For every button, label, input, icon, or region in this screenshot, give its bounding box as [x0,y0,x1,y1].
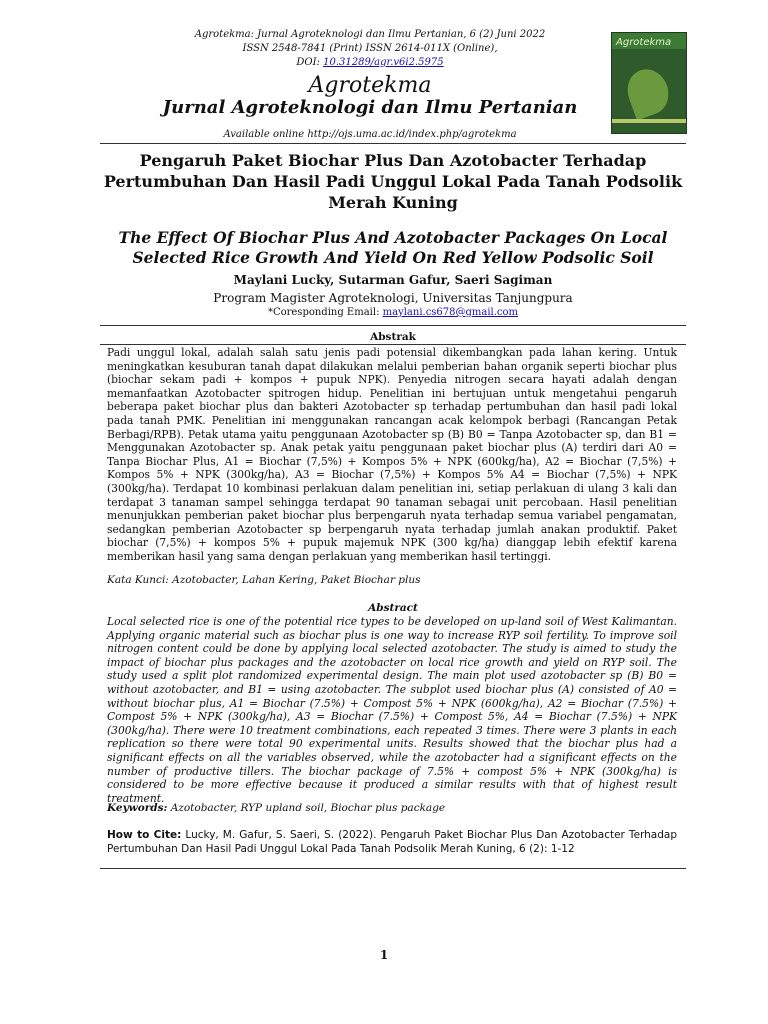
email-link[interactable]: maylani.cs678@gmail.com [382,307,519,318]
authors: Maylani Lucky, Sutarman Gafur, Saeri Sagiman [233,273,553,287]
doi-label: DOI: [296,57,324,68]
doi-line [100,56,640,69]
abstract-id-text: Padi unggul lokal, adalah salah satu jenis padi potensial dikembangkan pada lahan kering. Untuk meningkatkan kesuburan tanah dapat dilakukan melalui pemberian bahan organik seperti biochar plus (biochar sekam padi + kompos + pupuk NPK). Penyedia nitrogen secara hayati adalah dengan memanfaatkan Azotobacter spitrogen hidup. Penelitian ini bertujuan untuk mengetahui pengaruh beberapa paket biochar plus dan bakteri Azotobacter sp terhadap pertumbuhan dan hasil padi lokal pada tanah PMK. Penelitian ini menggunakan rancangan acak kelompok berbagi (Rancangan Petak Berbagi/RPB). Petak utama yaitu penggunaan Azotobacter sp (B) B0 = Tanpa Azotobacter sp, dan B1 = Menggunakan Azotobacter sp. Anak petak yaitu penggunaan paket biochar plus (A) terdiri dari A0 = Tanpa Biochar Plus, A1 = Biochar (7,5%) + Kompos 5% + NPK (600kg/ha), A2 = Biochar (7,5%) + Kompos 5% + NPK (300kg/ha), A3 = Biochar (7,5%) + Kompos 5% A4 = Biochar (7,5%) + NPK (300kg/ha). Terdapat 10 kombinasi perlakuan dalam penelitian ini, setiap perlakuan di ulang 3 kali dan terdapat 3 tanaman sampel sehingga terdapat 90 tanaman sebagai unit percobaan. Hasil penelitian menunjukkan pemberian paket biochar plus berpengaruh nyata terhadap semua variabel pengamatan, sedangkan pemberian Azotobacter sp berpengaruh nyata terhadap jumlah anakan produktif. Paket biochar (7,5%) + kompos 5% + pupuk majemuk NPK (300 kg/ha) dianggap lebih efektif karena memberikan hasil yang sama dengan perlakuan yang memberikan hasil tertinggi. [107,346,677,563]
page-number: 1 [379,948,389,962]
journal-subtitle: Jurnal Agroteknologi dan Ilmu Pertanian [162,97,578,118]
paper-title-id: Pengaruh Paket Biochar Plus Dan Azotobacter Terhadap Pertumbuhan Dan Hasil Padi Unggul Lokal Pada Tanah Podsolik Merah Kuning [103,151,683,212]
header-divider [100,143,686,144]
keywords-id: Kata Kunci: Azotobacter, Lahan Kering, Paket Biochar plus [107,574,421,586]
email-label: *Coresponding Email: [267,307,383,318]
how-to-cite [107,828,677,856]
how-to-cite-text: Lucky, M. Gafur, S. Saeri, S. (2022). Pengaruh Paket Biochar Plus Dan Azotobacter Terhadap Pertumbuhan Dan Hasil Padi Unggul Lokal Pada Tanah Podsolik Merah Kuning, 6 (2): 1-12 [107,829,678,855]
keywords-en-label: Keywords: [107,802,168,814]
keywords-en-values: Azotobacter, RYP upland soil, Biochar plus package [167,802,446,814]
journal-citation-line: Agrotekma: Jurnal Agroteknologi dan Ilmu Pertanian, 6 (2) Juni 2022 [194,29,546,40]
paper-title-en: The Effect Of Biochar Plus And Azotobacter Packages On Local Selected Rice Growth And Yield On Red Yellow Podsolic Soil [118,228,668,267]
abstract-en-heading: Abstract [368,602,418,614]
journal-cover-image [611,32,687,134]
journal-name: Agrotekma [308,73,432,98]
issn-line: ISSN 2548-7841 (Print) ISSN 2614-011X (Online), [242,43,498,54]
footer-divider [100,868,686,869]
affiliation: Program Magister Agroteknologi, Universitas Tanjungpura [213,291,573,305]
corresponding-email [100,306,686,319]
cover-leaf-graphic [621,64,674,121]
abstract-top-divider [100,325,686,326]
abstract-id-heading: Abstrak [370,331,416,343]
available-online-link[interactable]: Available online http://ojs.uma.ac.id/index.php/agrotekma [223,129,517,140]
cover-logo: Agrotekma [616,37,672,48]
how-to-cite-label: How to Cite: [107,829,182,841]
cover-stripe [612,119,686,123]
abstract-heading-divider [100,344,686,345]
doi-link[interactable]: 10.31289/agr.v6i2.5975 [323,57,444,68]
abstract-en-text: Local selected rice is one of the potential rice types to be developed on up-land soil of West Kalimantan. Applying organic material such as biochar plus is one way to increase RYP soil fertility. To improve soil nitrogen content could be done by applying local selected azotobacter. The study is aimed to study the impact of biochar plus packages and the azotobacter on local rice growth and yield on RYP soil. The study used a split plot randomized experimental design. The main plot used azotobacter sp (B) B0 = without azotobacter, and B1 = using azotobacter. The subplot used biochar plus (A) consisted of A0 = without biochar plus, A1 = Biochar (7.5%) + Compost 5% + NPK (600kg/ha), A2 = Biochar (7.5%) + Compost 5% + NPK (300kg/ha), A3 = Biochar (7.5%) + Compost 5%, A4 = Biochar (7.5%) + NPK (300kg/ha). There were 10 treatment combinations, each repeated 3 times. There were 3 plants in each replication so there were total 90 experimental units. Results showed that the biochar plus had a significant effects on all the variables observed, while the azotobacter had a significant effects on the number of productive tillers. The biochar package of 7.5% + compost 5% + NPK (300kg/ha) is considered to be more effective because it produced a similar results with that of highest result treatment. [107,615,677,805]
keywords-en [107,801,677,815]
